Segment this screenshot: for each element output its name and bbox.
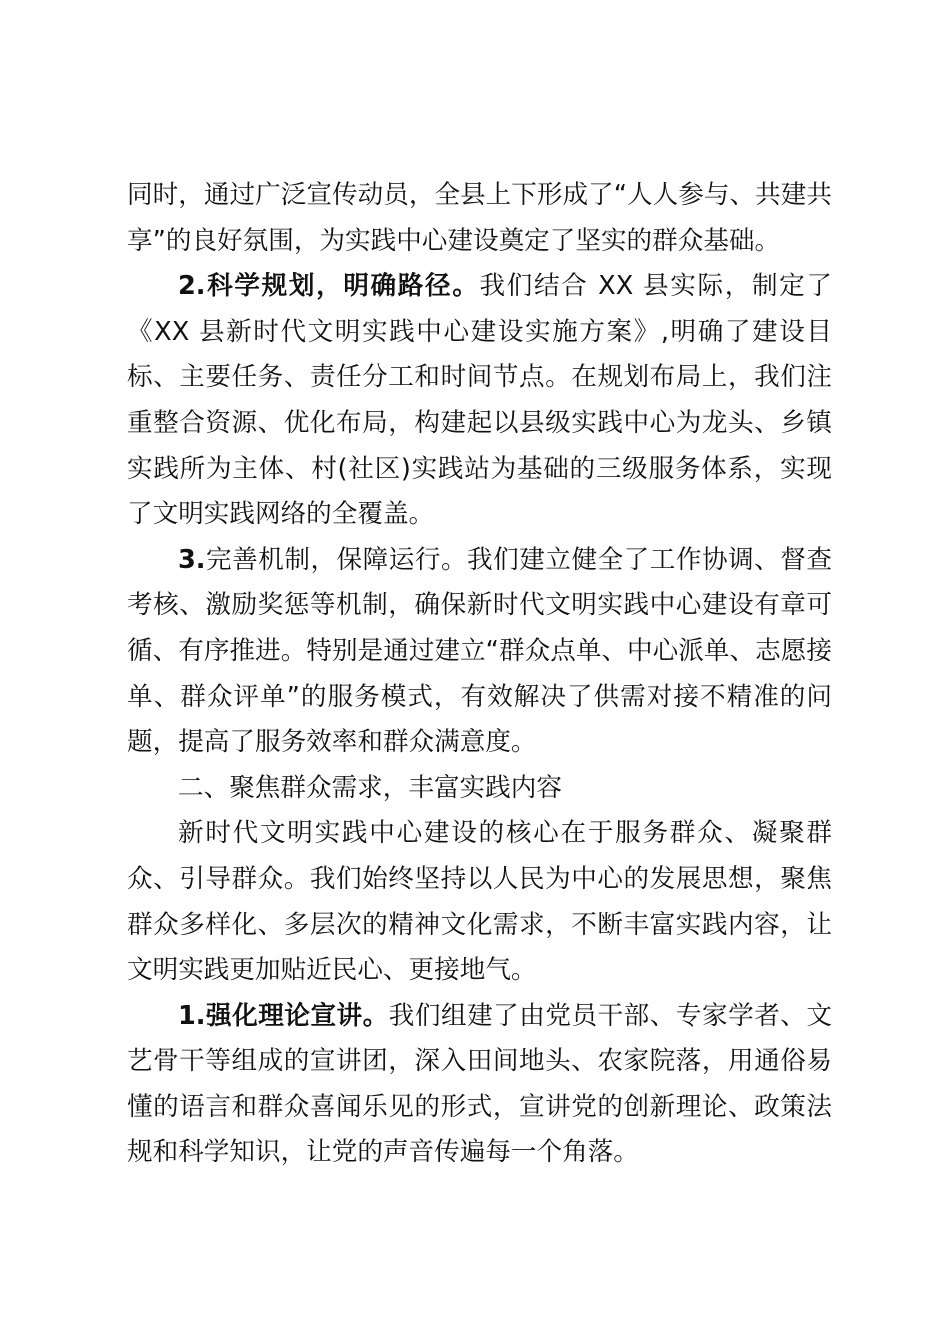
paragraph-2: [127, 264, 832, 538]
paragraph-2-lead: 2.科学规划，明确路径。: [178, 271, 480, 302]
paragraph-2-text: 我们结合 XX 县实际，制定了《XX 县新时代文明实践中心建设实施方案》,明确了建设目标、主要任务、责任分工和时间节点。在规划布局上，我们注重整合资源、优化布局，构建起以县级实践中心为龙头、乡镇实践所为主体、村(社区)实践站为基础的三级服务体系，实现了文明实践网络的全覆盖。: [127, 271, 833, 530]
paragraph-1: [127, 173, 832, 264]
paragraph-6-lead: 1.强化理论宣讲。: [178, 1000, 389, 1031]
section-heading: [127, 766, 832, 812]
paragraph-3-text: 完善机制，保障运行。我们建立健全了工作协调、督查考核、激励奖惩等机制，确保新时代文明实践中心建设有章可循、有序推进。特别是通过建立“群众点单、中心派单、志愿接单、群众评单”的服务模式，有效解决了供需对接不精准的问题，提高了服务效率和群众满意度。: [127, 544, 832, 758]
paragraph-1-text: 同时，通过广泛宣传动员，全县上下形成了“人人参与、共建共享”的良好氛围，为实践中心建设奠定了坚实的群众基础。: [127, 180, 832, 256]
paragraph-3-lead: 3.: [178, 544, 206, 575]
paragraph-5: [127, 811, 832, 993]
section-heading-text: 二、聚焦群众需求，丰富实践内容: [178, 772, 562, 803]
document-body: [127, 173, 832, 1176]
paragraph-5-text: 新时代文明实践中心建设的核心在于服务群众、凝聚群众、引导群众。我们始终坚持以人民为中心的发展思想，聚焦群众多样化、多层次的精神文化需求，不断丰富实践内容，让文明实践更加贴近民心、更接地气。: [127, 818, 832, 986]
paragraph-6: [127, 994, 832, 1176]
paragraph-6-text: 我们组建了由党员干部、专家学者、文艺骨干等组成的宣讲团，深入田间地头、农家院落，用通俗易懂的语言和群众喜闻乐见的形式，宣讲党的创新理论、政策法规和科学知识，让党的声音传遍每一个角落。: [127, 1000, 832, 1168]
paragraph-3: [127, 538, 832, 766]
